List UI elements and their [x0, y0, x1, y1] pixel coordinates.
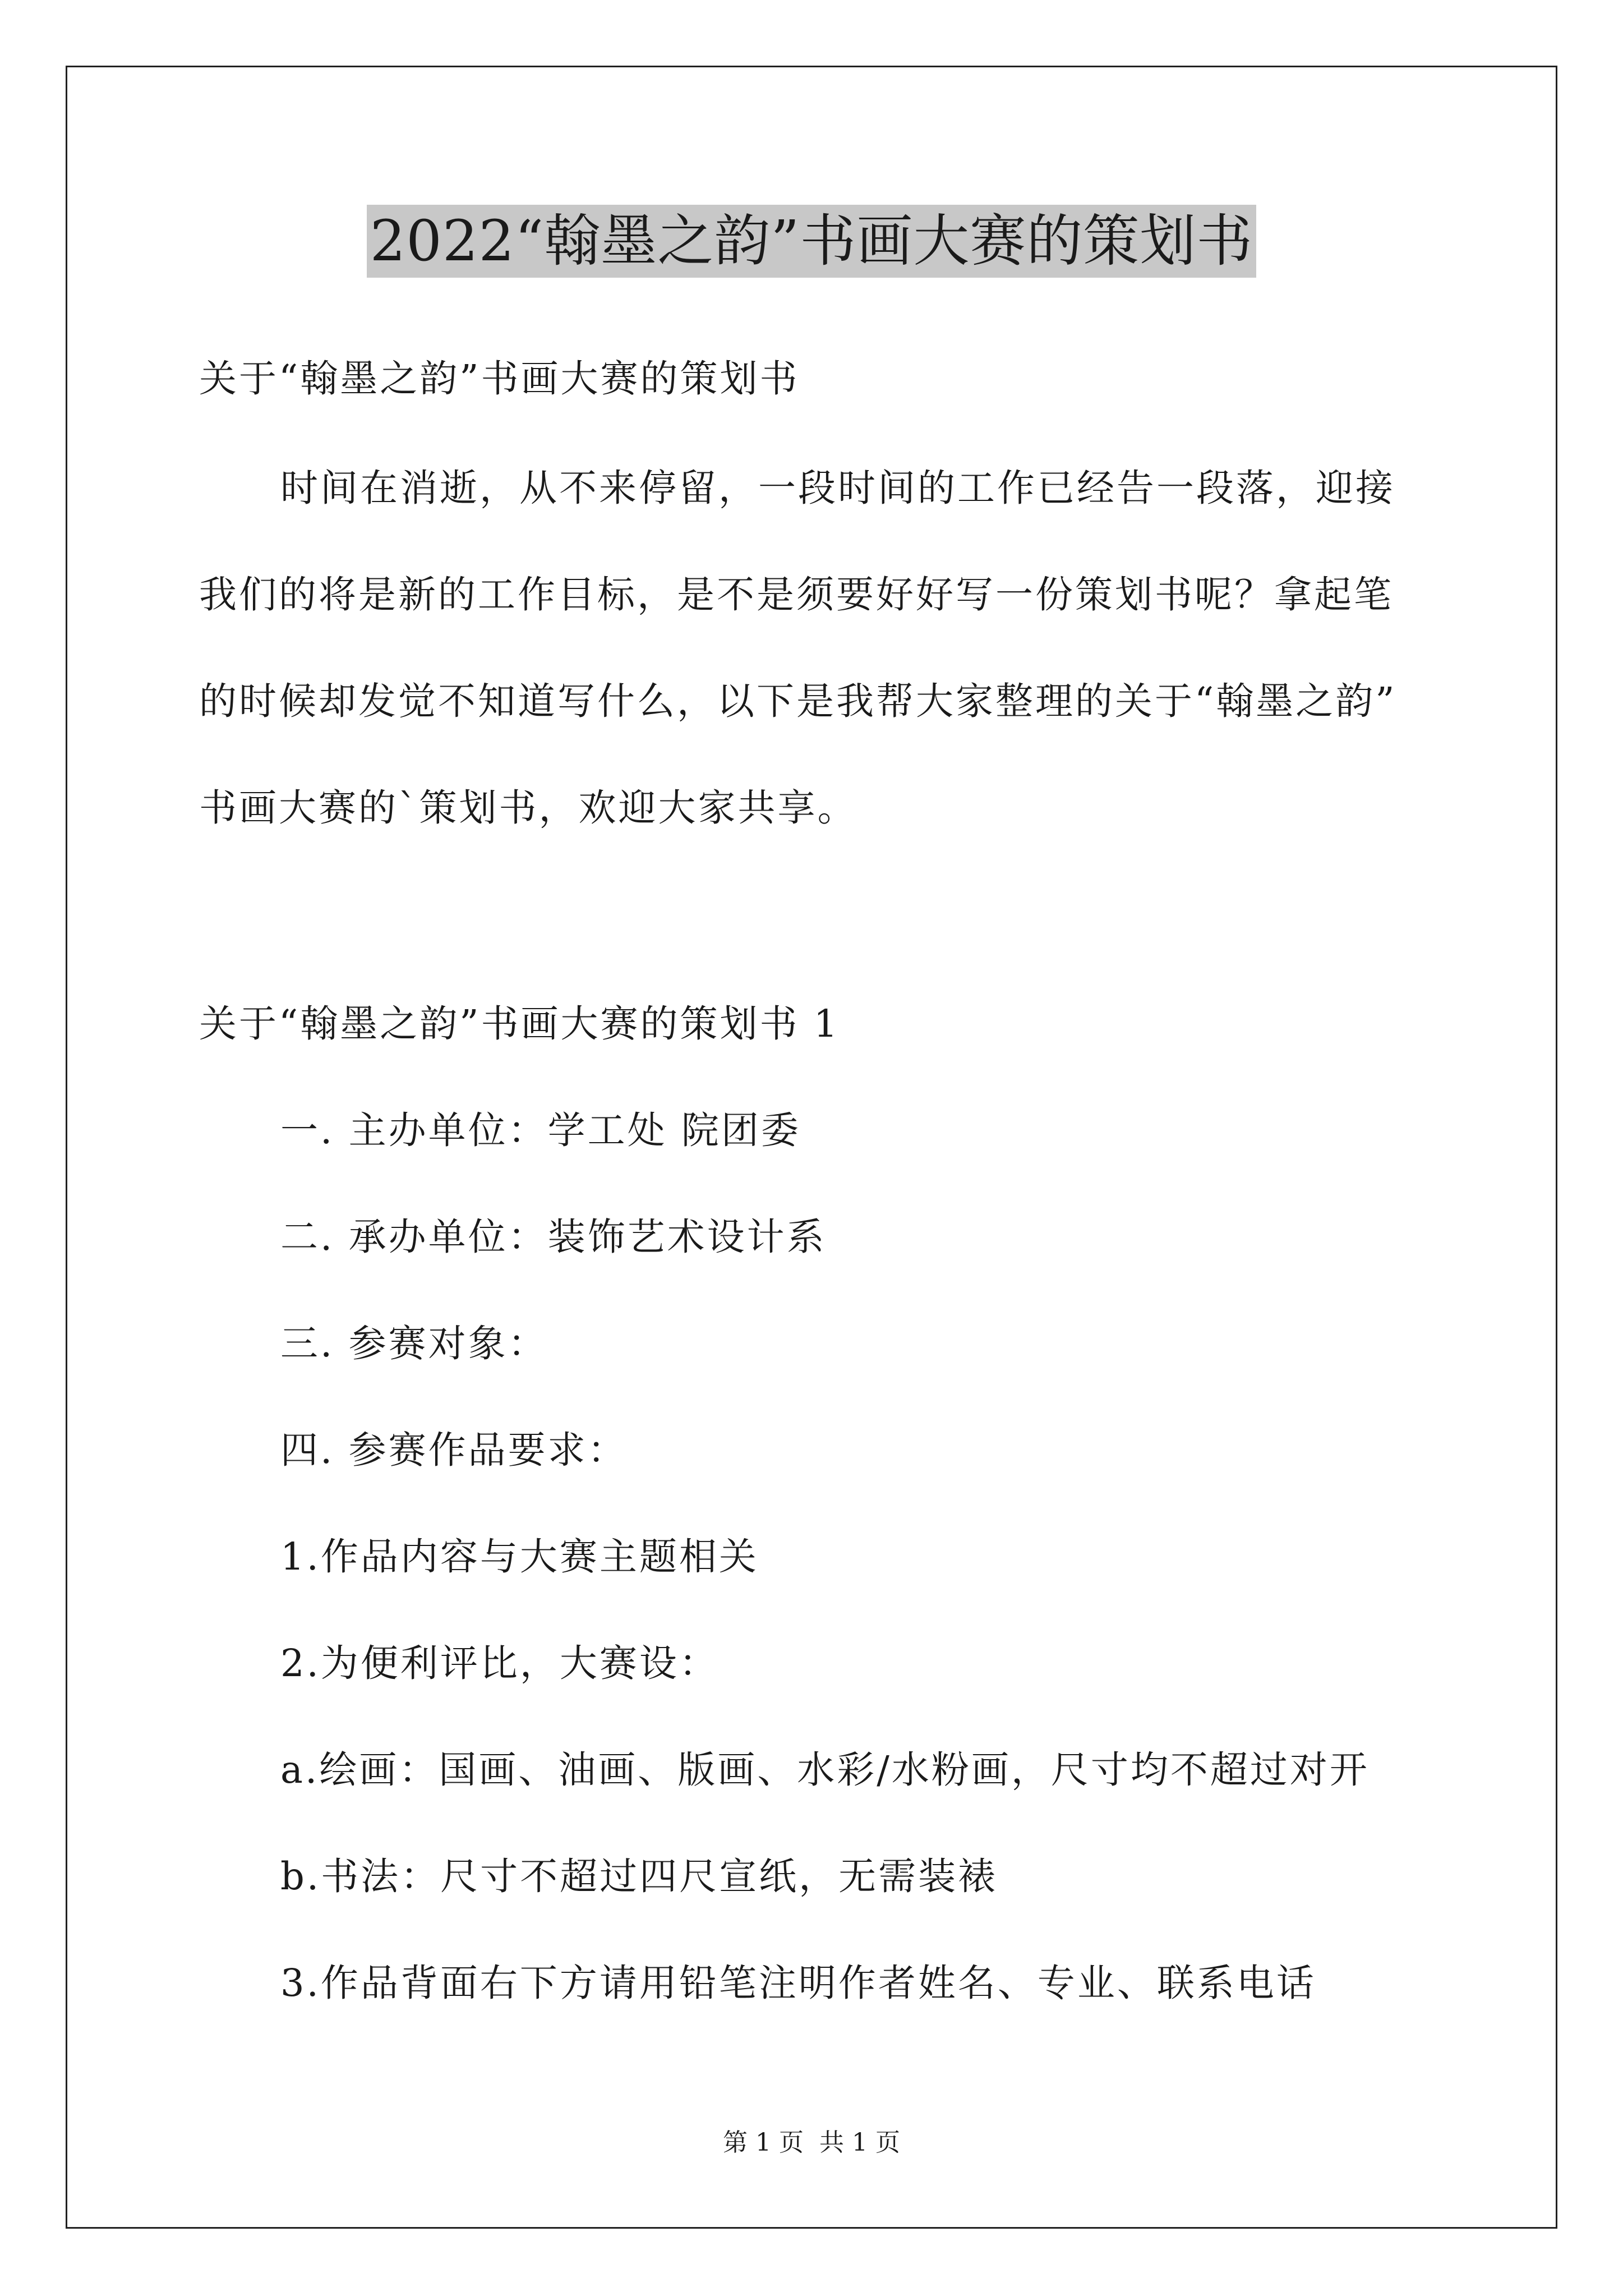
- document-subtitle: 关于“翰墨之韵”书画大赛的策划书: [199, 357, 800, 401]
- intro-line-4: 书画大赛的`策划书，欢迎大家共享。: [199, 786, 857, 830]
- intro-line-3: 的时候却发觉不知道写什么，以下是我帮大家整理的关于“翰墨之韵”: [199, 679, 1397, 723]
- list-item-req-2b: b.书法：尺寸不超过四尺宣纸，无需装裱: [280, 1855, 998, 1898]
- list-item-host: 二. 承办单位：装饰艺术设计系: [280, 1215, 827, 1259]
- title-container: [0, 205, 1623, 278]
- intro-line-1: 时间在消逝，从不来停留，一段时间的工作已经告一段落，迎接: [280, 466, 1395, 510]
- list-item-participants: 三. 参赛对象：: [280, 1322, 548, 1365]
- section-heading: 关于“翰墨之韵”书画大赛的策划书 1: [199, 1002, 840, 1046]
- list-item-requirements: 四. 参赛作品要求：: [280, 1428, 628, 1472]
- page-total: 共 1 页: [819, 2128, 900, 2157]
- list-item-req-1: 1.作品内容与大赛主题相关: [280, 1535, 759, 1579]
- intro-line-2: 我们的将是新的工作目标，是不是须要好好写一份策划书呢？拿起笔: [199, 573, 1394, 616]
- page-footer: [0, 2126, 1623, 2160]
- list-item-req-2: 2.为便利评比，大赛设：: [280, 1641, 719, 1685]
- list-item-req-3: 3.作品背面右下方请用铅笔注明作者姓名、专业、联系电话: [280, 1961, 1316, 2005]
- page-number: 第 1 页: [723, 2128, 804, 2157]
- list-item-organizer: 一. 主办单位：学工处 院团委: [280, 1108, 801, 1152]
- document-title: 2022“翰墨之韵”书画大赛的策划书: [367, 205, 1257, 278]
- list-item-req-2a: a.绘画：国画、油画、版画、水彩/水粉画，尺寸均不超过对开: [280, 1748, 1370, 1792]
